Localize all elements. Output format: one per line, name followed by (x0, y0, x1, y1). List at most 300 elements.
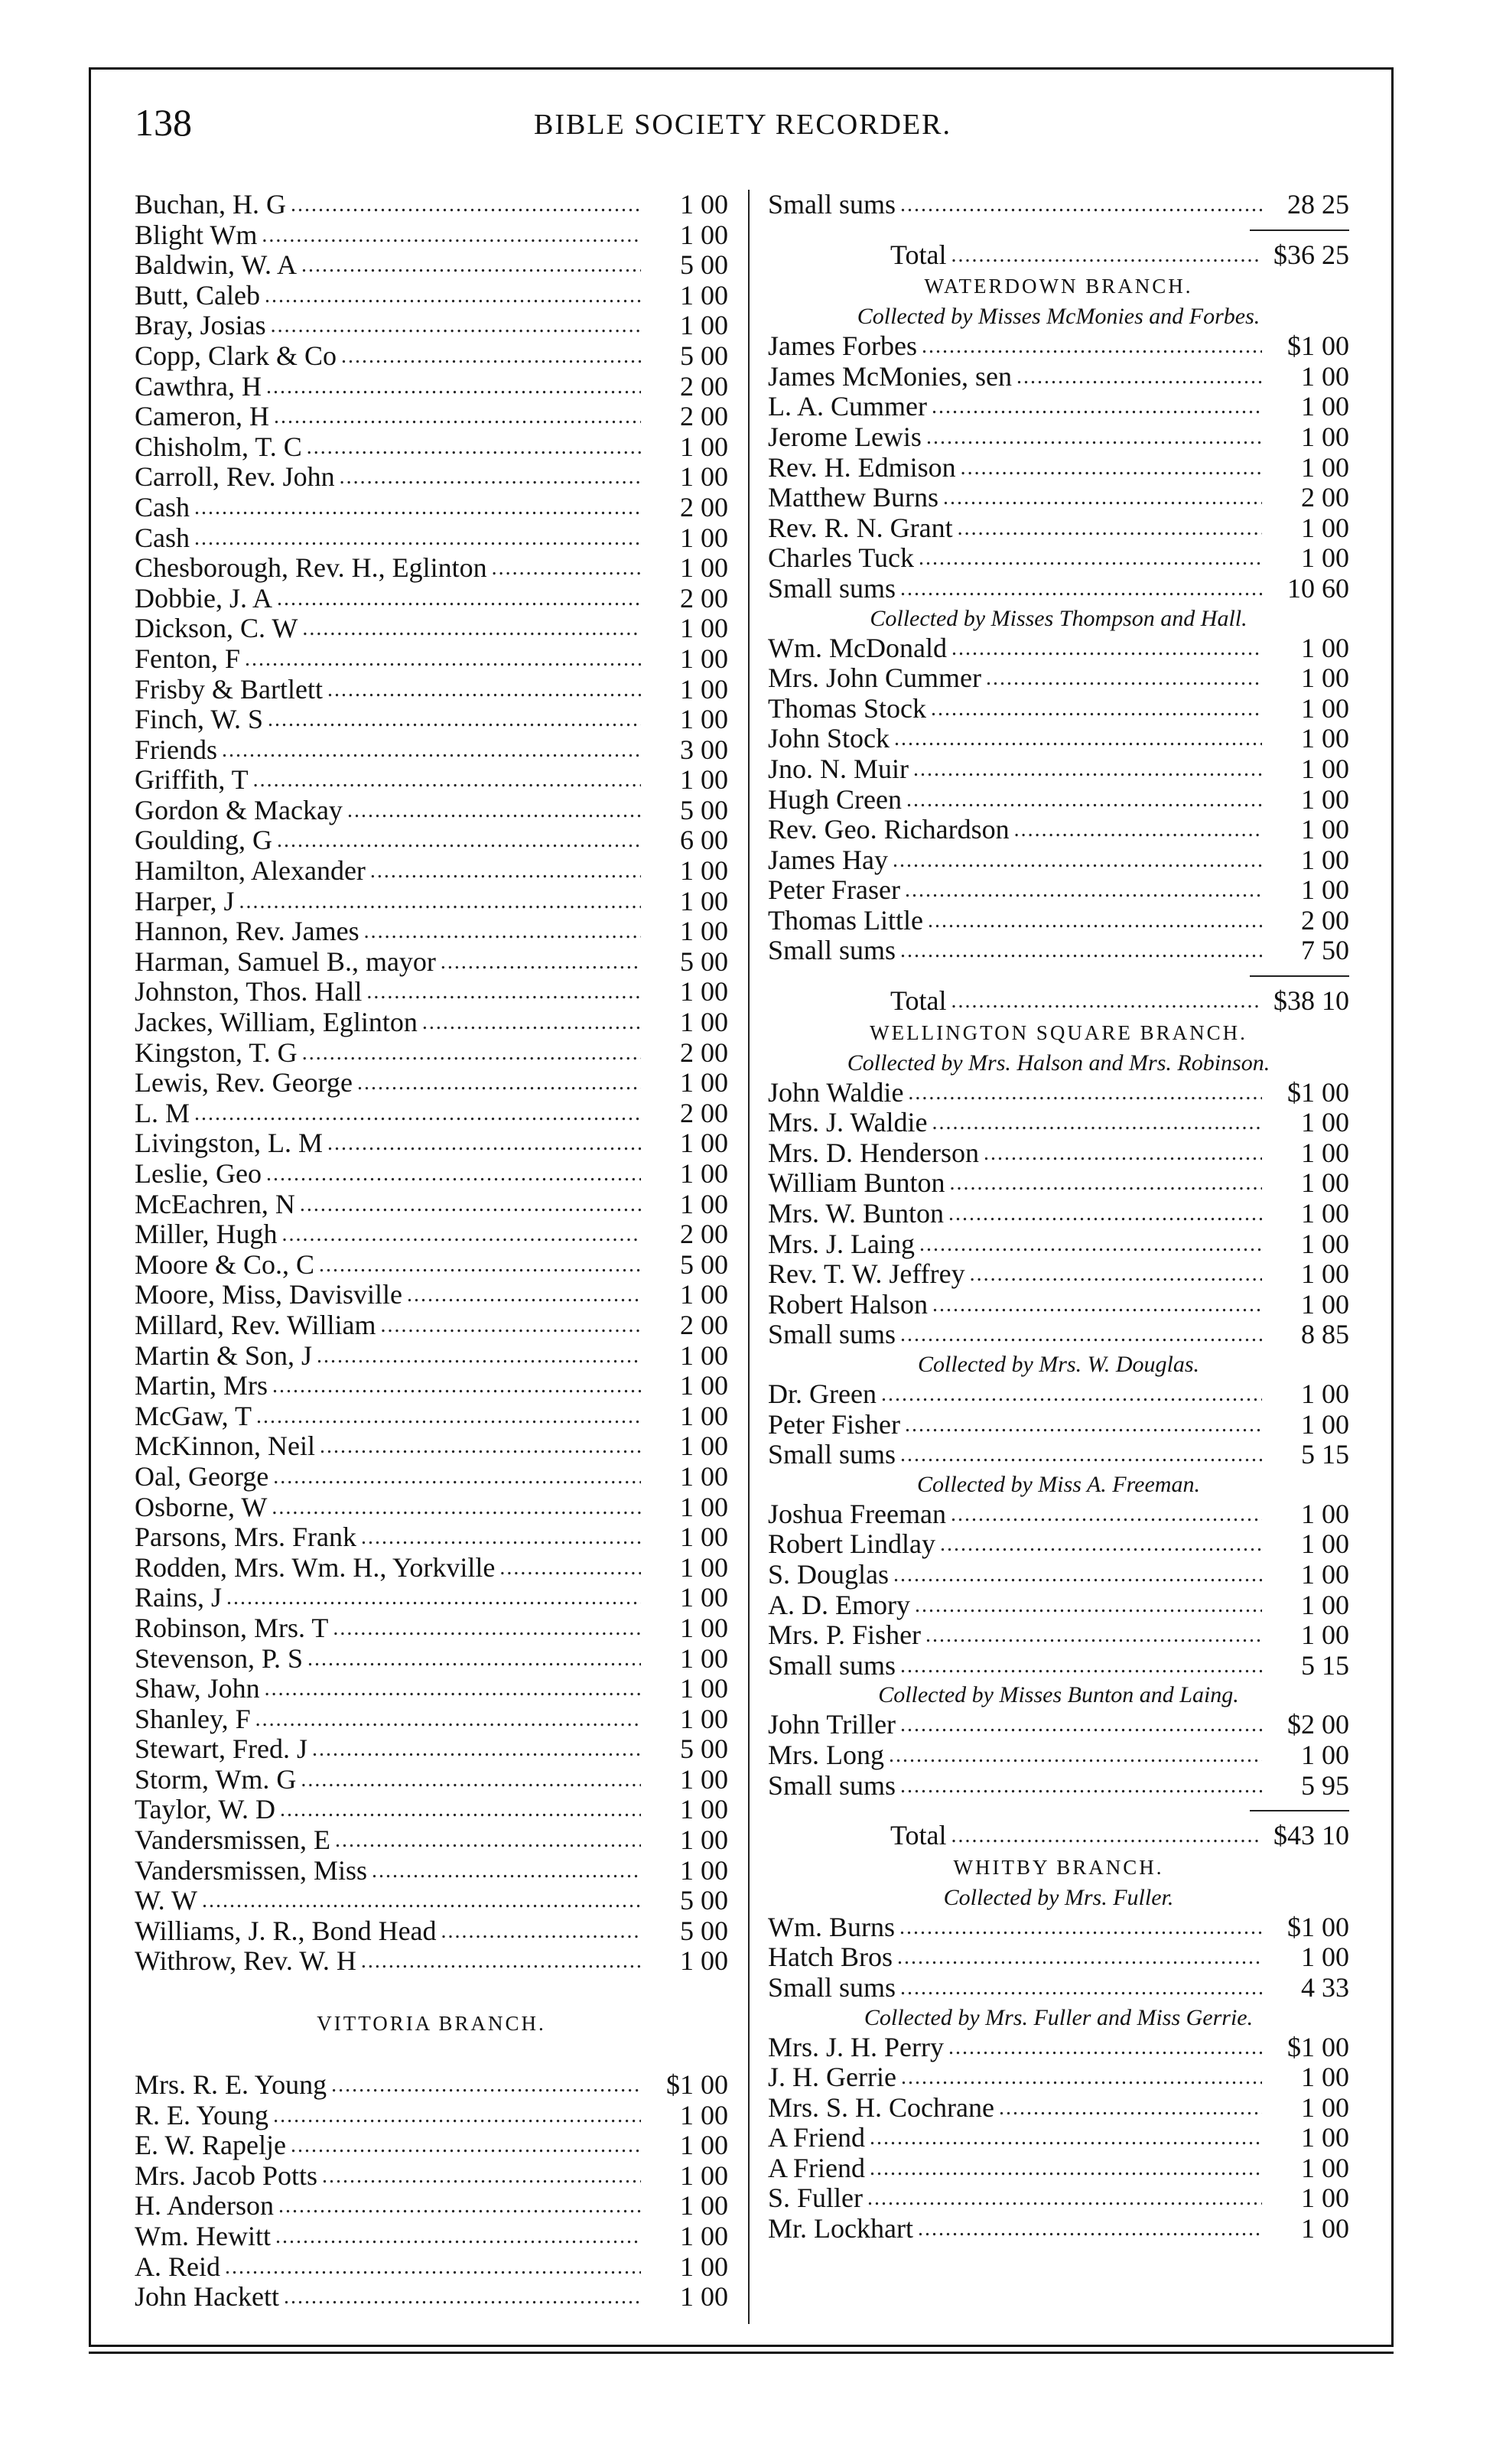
leader-dots (335, 1825, 641, 1856)
donation-row (135, 1553, 728, 1584)
leader-dots (277, 584, 641, 614)
donor-name: E. W. Rapelje (135, 2130, 286, 2161)
donation-row (135, 250, 728, 281)
leader-dots (361, 1946, 641, 1977)
donor-name: Chisholm, T. C (135, 431, 302, 462)
donation-amount: 1 00 (1301, 874, 1349, 906)
leader-dots (280, 1795, 641, 1825)
leader-dots (943, 483, 1262, 513)
leader-dots (364, 916, 641, 947)
donation-amount: 1 00 (680, 916, 728, 947)
leader-dots (906, 785, 1262, 815)
donation-row (768, 513, 1349, 544)
donation-amount: 1 00 (680, 1824, 728, 1856)
donation-row (135, 1462, 728, 1492)
donor-name: Shanley, F (135, 1703, 251, 1734)
donation-row (768, 1078, 1349, 1108)
donor-name: Rev. Geo. Richardson (768, 814, 1010, 845)
donation-amount: 1 00 (680, 1794, 728, 1825)
donation-row (768, 2033, 1349, 2063)
donation-amount: 4 33 (1301, 1971, 1349, 2003)
donor-name: Frisby & Bartlett (135, 673, 323, 705)
leader-dots (265, 1674, 641, 1704)
collector-subheading: Collected by Mrs. Fuller. (943, 1884, 1174, 1910)
donation-amount: 1 00 (1301, 1198, 1349, 1229)
leader-dots (278, 2191, 641, 2222)
leader-dots (889, 1740, 1262, 1771)
leader-dots (1016, 362, 1262, 392)
donor-name: John Waldie (768, 1076, 904, 1108)
leader-dots (492, 553, 641, 584)
leader-dots (381, 1310, 641, 1341)
donation-amount: 1 00 (1301, 783, 1349, 815)
donation-amount: 1 00 (680, 431, 728, 462)
leader-dots (899, 1912, 1262, 1943)
donation-row (135, 1492, 728, 1523)
donation-amount: 1 00 (680, 1703, 728, 1734)
donation-amount: 5 15 (1301, 1649, 1349, 1681)
donation-row (768, 1108, 1349, 1138)
donation-row (135, 2070, 728, 2101)
leader-dots (422, 1007, 641, 1038)
donation-row (768, 815, 1349, 845)
donation-amount: 2 00 (680, 1219, 728, 1250)
donor-name: Rev. T. W. Jeffrey (768, 1258, 965, 1290)
donation-row (135, 1280, 728, 1310)
donation-amount: 1 00 (1301, 1739, 1349, 1770)
donation-row (135, 1310, 728, 1341)
donation-amount: 1 00 (680, 1007, 728, 1038)
donor-name: McEachren, N (135, 1188, 295, 1219)
leader-dots (919, 543, 1262, 574)
donation-amount: 3 00 (680, 734, 728, 765)
donation-row (135, 1250, 728, 1281)
donor-name: Joshua Freeman (768, 1498, 946, 1529)
donation-amount: 2 00 (680, 1037, 728, 1068)
donation-row (135, 2161, 728, 2192)
leader-dots (357, 1068, 641, 1099)
donor-name: James McMonies, sen (768, 360, 1012, 392)
collector-subheading: Collected by Mrs. W. Douglas. (917, 1352, 1200, 1377)
total-rule (768, 966, 1349, 986)
donation-amount: 6 00 (680, 825, 728, 856)
leader-dots (265, 281, 641, 311)
donation-amount: $2 00 (1287, 1709, 1349, 1740)
donation-amount: 1 00 (1301, 1942, 1349, 1973)
donation-amount: 5 00 (680, 249, 728, 281)
donor-name: Small sums (768, 1649, 896, 1681)
donation-amount: 1 00 (680, 1612, 728, 1643)
leader-dots (319, 1250, 641, 1281)
leader-dots (291, 190, 641, 220)
donation-amount: 2 00 (680, 401, 728, 432)
donor-name: McKinnon, Neil (135, 1431, 315, 1462)
donation-row (768, 663, 1349, 694)
leader-dots (266, 1159, 641, 1190)
donation-row (135, 1522, 728, 1553)
donor-name: Livingston, L. M (135, 1128, 324, 1159)
donation-row (135, 2130, 728, 2161)
leader-dots (870, 2123, 1262, 2153)
leader-dots (302, 1038, 641, 1069)
donor-name: Robert Lindlay (768, 1528, 935, 1560)
leader-dots (331, 2070, 641, 2101)
donation-row (135, 825, 728, 856)
donation-row (768, 1290, 1349, 1320)
donation-amount: 5 00 (680, 1733, 728, 1765)
donation-amount: 1 00 (680, 1522, 728, 1553)
leader-dots (225, 2252, 641, 2283)
column-separator (748, 190, 750, 2324)
donor-name: Carroll, Rev. John (135, 461, 335, 493)
leader-dots (341, 341, 641, 372)
donor-name: McGaw, T (135, 1400, 252, 1431)
donation-amount: 1 00 (1301, 814, 1349, 845)
donation-amount: 1 00 (680, 704, 728, 735)
donation-row (135, 523, 728, 554)
donation-row (768, 2153, 1349, 2184)
donation-row (135, 675, 728, 705)
donor-name: Mrs. R. E. Young (135, 2069, 327, 2101)
donation-amount: 1 00 (1301, 2152, 1349, 2183)
leader-dots (913, 754, 1262, 785)
leader-dots (262, 220, 641, 251)
leader-dots (931, 694, 1262, 724)
donation-amount: 1 00 (1301, 1107, 1349, 1138)
donation-amount: 1 00 (680, 522, 728, 553)
donor-name: Finch, W. S (135, 704, 264, 735)
donation-row (768, 936, 1349, 966)
leader-dots (905, 1410, 1262, 1440)
donor-name: Storm, Wm. G (135, 1763, 297, 1795)
page-header (135, 99, 1351, 145)
donor-name: Thomas Stock (768, 692, 926, 724)
leader-dots (312, 1734, 641, 1765)
donation-amount: 1 00 (1301, 692, 1349, 724)
leader-dots (932, 1108, 1262, 1138)
donor-name: Gordon & Mackay (135, 794, 343, 825)
donor-name: S. Fuller (768, 2182, 864, 2214)
donation-row (135, 493, 728, 523)
donation-amount: 1 00 (680, 1067, 728, 1099)
donor-name: Vandersmissen, E (135, 1824, 330, 1856)
donation-row (135, 705, 728, 735)
donation-row (768, 1590, 1349, 1621)
donation-row (135, 341, 728, 372)
collector-subheading: Collected by Mrs. Halson and Mrs. Robinson. (847, 1050, 1270, 1076)
donation-amount: 1 00 (1301, 632, 1349, 663)
leader-dots (940, 1529, 1262, 1560)
donor-name: Wm. Hewitt (135, 2221, 271, 2251)
donation-amount: 1 00 (1301, 1167, 1349, 1199)
donor-name: Matthew Burns (768, 482, 938, 513)
leader-dots (194, 493, 641, 523)
donation-row (135, 1946, 728, 1977)
leader-dots (307, 1644, 641, 1675)
donation-row (768, 694, 1349, 724)
leader-dots (900, 1710, 1262, 1740)
donation-amount: 1 00 (1301, 360, 1349, 392)
donation-amount: 2 00 (680, 370, 728, 402)
donor-name: Goulding, G (135, 825, 272, 856)
donation-row (135, 311, 728, 341)
leader-dots (926, 422, 1262, 453)
donation-row (768, 362, 1349, 392)
donation-amount: 1 00 (1301, 1137, 1349, 1168)
leader-dots (275, 2222, 641, 2252)
donor-name: Cawthra, H (135, 370, 262, 402)
left-column (135, 190, 728, 2313)
collector-subheading: Collected by Mrs. Fuller and Miss Gerrie. (864, 2004, 1254, 2030)
donor-name: Withrow, Rev. W. H (135, 1945, 356, 1977)
donor-name: Mrs. D. Henderson (768, 1137, 979, 1168)
leader-dots (870, 2153, 1262, 2184)
donor-name: Total (890, 239, 947, 270)
leader-dots (901, 2062, 1262, 2093)
donor-name: Peter Fisher (768, 1408, 900, 1440)
leader-dots (317, 1341, 641, 1372)
leader-dots (273, 2101, 641, 2131)
leader-dots (274, 402, 641, 432)
leader-dots (272, 1492, 641, 1523)
donation-row (768, 633, 1349, 664)
donor-name: Johnston, Thos. Hall (135, 976, 363, 1007)
leader-dots (900, 1651, 1262, 1681)
leader-dots (253, 765, 641, 796)
donation-row (768, 845, 1349, 876)
donation-amount: 1 00 (1301, 2182, 1349, 2214)
donation-row (768, 1740, 1349, 1771)
donation-amount: 1 00 (680, 2190, 728, 2222)
donor-name: Cash (135, 522, 190, 553)
leader-dots (900, 190, 1262, 220)
donor-name: Hannon, Rev. James (135, 916, 359, 947)
donation-row (135, 977, 728, 1007)
donor-name: Charles Tuck (768, 542, 915, 574)
donation-amount: 1 00 (680, 1642, 728, 1674)
donor-name: John Triller (768, 1709, 896, 1740)
donation-row (135, 1583, 728, 1613)
leader-dots (919, 1229, 1262, 1260)
leader-dots (900, 574, 1262, 604)
donation-row (768, 1410, 1349, 1440)
leader-dots (340, 462, 641, 493)
donation-amount: $36 25 (1273, 239, 1349, 270)
donor-name: Thomas Little (768, 904, 923, 936)
leader-dots (202, 1886, 641, 1916)
donation-row (768, 2183, 1349, 2214)
donation-amount: 1 00 (680, 1400, 728, 1431)
donation-amount: 1 00 (1301, 753, 1349, 784)
leader-dots (268, 705, 641, 735)
leader-dots (245, 644, 641, 675)
donation-amount: 1 00 (680, 1431, 728, 1462)
donation-row (135, 2282, 728, 2313)
donation-row (135, 765, 728, 796)
donor-name: James Forbes (768, 330, 917, 362)
leader-dots (958, 513, 1262, 544)
leader-dots (900, 1771, 1262, 1802)
total-row (768, 240, 1349, 271)
donation-row (135, 1219, 728, 1250)
donation-row (768, 483, 1349, 513)
leader-dots (266, 372, 641, 402)
donor-name: Rodden, Mrs. Wm. H., Yorkville (135, 1551, 496, 1583)
total-row (768, 1821, 1349, 1851)
donor-name: Lewis, Rev. George (135, 1067, 353, 1099)
donor-name: Mrs. Jacob Potts (135, 2160, 318, 2191)
leader-dots (327, 1128, 641, 1159)
donation-row (135, 735, 728, 766)
donor-name: R. E. Young (135, 2099, 269, 2130)
donation-amount: $1 00 (1287, 1076, 1349, 1108)
donation-amount: 1 00 (1301, 391, 1349, 422)
donor-name: Butt, Caleb (135, 279, 260, 311)
leader-dots (301, 250, 641, 281)
donation-amount: 1 00 (1301, 421, 1349, 452)
donor-name: Rev. R. N. Grant (768, 512, 953, 543)
leader-dots (347, 796, 641, 826)
donation-amount: 1 00 (680, 219, 728, 250)
donor-name: Blight Wm (135, 219, 258, 250)
donation-row (768, 1168, 1349, 1199)
donation-row (135, 402, 728, 432)
leader-dots (300, 1190, 641, 1220)
donation-row (135, 281, 728, 311)
donor-name: Bray, Josias (135, 310, 266, 341)
donation-row (135, 190, 728, 220)
donation-row (768, 2062, 1349, 2093)
donation-row (135, 1765, 728, 1795)
donation-row (135, 1099, 728, 1129)
bottom-rule (89, 2352, 1394, 2354)
donor-name: Mrs. W. Bunton (768, 1198, 945, 1229)
donor-name: Dr. Green (768, 1378, 877, 1409)
donor-name: Small sums (768, 1971, 896, 2003)
donation-row (768, 906, 1349, 936)
donation-row (135, 1128, 728, 1159)
donation-amount: 1 00 (680, 764, 728, 796)
leader-dots (370, 856, 641, 887)
donor-name: Taylor, W. D (135, 1794, 276, 1825)
donation-row (768, 1620, 1349, 1651)
leader-dots (986, 663, 1262, 694)
donor-name: Total (890, 1820, 947, 1851)
branch-heading: WATERDOWN BRANCH. (924, 275, 1193, 298)
donation-row (768, 754, 1349, 785)
donor-name: Cameron, H (135, 401, 269, 432)
donor-name: James Hay (768, 844, 888, 875)
donation-row (768, 1440, 1349, 1470)
donation-amount: 1 00 (680, 2099, 728, 2130)
donation-row (768, 1499, 1349, 1530)
leader-dots (441, 1916, 641, 1947)
donation-amount: 1 00 (1301, 723, 1349, 754)
donation-amount: 5 00 (680, 1885, 728, 1916)
donor-name: Dobbie, J. A (135, 582, 272, 614)
donation-row (768, 190, 1349, 220)
donor-name: Robinson, Mrs. T (135, 1612, 329, 1643)
donation-row (768, 2123, 1349, 2153)
donor-name: S. Douglas (768, 1558, 890, 1590)
donation-row (135, 1734, 728, 1765)
donation-amount: 1 00 (1301, 2122, 1349, 2153)
donation-row (768, 724, 1349, 754)
collector-subheading: Collected by Misses McMonies and Forbes. (857, 304, 1260, 330)
leader-dots (881, 1379, 1262, 1410)
donor-name: William Bunton (768, 1167, 945, 1199)
leader-dots (948, 2033, 1262, 2063)
donor-name: Small sums (768, 189, 896, 220)
donation-row (768, 1199, 1349, 1229)
donation-row (135, 1341, 728, 1372)
donor-name: A Friend (768, 2122, 866, 2153)
donation-row (135, 2222, 728, 2252)
donation-amount: 1 00 (1301, 1408, 1349, 1440)
leader-dots (984, 1138, 1262, 1169)
donation-row (135, 1159, 728, 1190)
leader-dots (277, 825, 641, 856)
donation-row (135, 220, 728, 251)
leader-dots (361, 1522, 641, 1553)
leader-dots (951, 240, 1262, 271)
donor-name: W. W (135, 1885, 198, 1916)
donation-row (135, 1644, 728, 1675)
donor-name: Osborne, W (135, 1491, 268, 1522)
leader-dots (951, 1821, 1262, 1851)
leader-dots (271, 311, 641, 341)
donation-amount: 1 00 (680, 1551, 728, 1583)
donation-amount: 1 00 (1301, 1288, 1349, 1320)
donation-row (135, 584, 728, 614)
donation-row (135, 1190, 728, 1220)
donor-name: Jerome Lewis (768, 421, 922, 452)
branch-heading: WELLINGTON SQUARE BRANCH. (870, 1020, 1247, 1044)
donor-name: Friends (135, 734, 217, 765)
donation-row (135, 2101, 728, 2131)
donor-name: Jno. N. Muir (768, 753, 909, 784)
donation-row (135, 916, 728, 947)
leader-dots (915, 1590, 1262, 1621)
leader-dots (867, 2183, 1262, 2214)
donor-name: Kingston, T. G (135, 1037, 298, 1068)
donation-row (135, 372, 728, 402)
donor-name: Wm. Burns (768, 1911, 895, 1942)
donor-name: Stevenson, P. S (135, 1642, 304, 1674)
donation-row (768, 453, 1349, 483)
donation-amount: 1 00 (1301, 2213, 1349, 2244)
donation-amount: 1 00 (680, 2221, 728, 2251)
collector-subheading: Collected by Misses Bunton and Laing. (878, 1682, 1239, 1708)
leader-dots (327, 675, 641, 705)
leader-dots (441, 947, 641, 978)
donation-amount: 1 00 (680, 1673, 728, 1704)
donation-row (768, 1229, 1349, 1260)
leader-dots (291, 2130, 641, 2161)
leader-dots (918, 2214, 1262, 2244)
donor-name: Moore & Co., C (135, 1248, 315, 1280)
donation-amount: 1 00 (680, 976, 728, 1007)
donor-name: Buchan, H. G (135, 189, 286, 220)
donation-amount: 1 00 (1301, 1589, 1349, 1620)
donor-name: Hugh Creen (768, 783, 902, 815)
donor-name: Cash (135, 491, 190, 522)
donor-name: Dickson, C. W (135, 613, 298, 644)
page-number: 138 (135, 101, 192, 144)
leader-dots (194, 523, 641, 554)
leader-dots (222, 735, 641, 766)
leader-dots (905, 875, 1262, 906)
